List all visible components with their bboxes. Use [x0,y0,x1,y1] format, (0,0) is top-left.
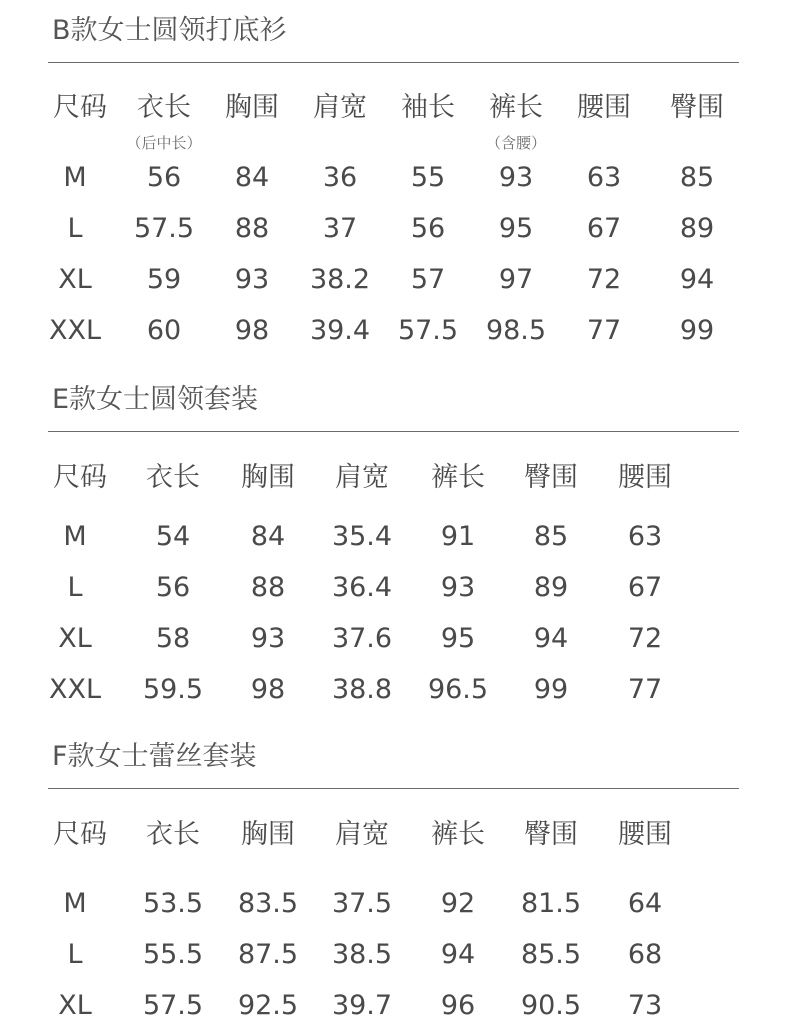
table-cell: 88 [234,213,270,244]
table-cell: 77 [586,315,622,346]
title-divider [48,431,739,432]
title-divider [48,788,739,789]
table-cell: 38.8 [331,674,393,705]
table-cell: 37.5 [331,888,393,919]
table-cell: 85 [533,521,569,552]
table-cell: 58 [155,623,191,654]
column-header: 臀围 [524,819,578,850]
table-cell: 94 [440,939,476,970]
table-cell: 99 [679,315,715,346]
table-cell: 72 [586,264,622,295]
table-cell: 93 [440,572,476,603]
size-label: M [63,888,87,919]
table-cell: 93 [234,264,270,295]
column-header: 臀围 [524,462,578,493]
table-cell: 97 [498,264,534,295]
table-cell: 60 [146,315,182,346]
table-cell: 92 [440,888,476,919]
table-cell: 72 [627,623,663,654]
column-header: 胸围 [225,92,279,123]
table-cell: 92.5 [237,990,299,1021]
table-cell: 36 [322,162,358,193]
table-cell: 68 [627,939,663,970]
column-header: 裤长 [431,819,485,850]
table-cell: 88 [250,572,286,603]
table-cell: 67 [586,213,622,244]
column-header: 尺码 [53,462,107,493]
column-header: 衣长 [146,819,200,850]
size-label: M [63,521,87,552]
table-cell: 55.5 [142,939,204,970]
table-cell: 39.7 [331,990,393,1021]
size-label: XXL [48,315,102,346]
table-cell: 91 [440,521,476,552]
table-cell: 57 [410,264,446,295]
table-cell: 35.4 [331,521,393,552]
size-label: XL [58,623,92,654]
table-cell: 63 [586,162,622,193]
table-cell: 93 [250,623,286,654]
table-cell: 98 [250,674,286,705]
table-cell: 53.5 [142,888,204,919]
table-cell: 57.5 [142,990,204,1021]
table-cell: 55 [410,162,446,193]
table-cell: 59.5 [142,674,204,705]
table-cell: 39.4 [309,315,371,346]
column-header: 袖长 [401,92,455,123]
table-cell: 89 [679,213,715,244]
table-cell: 94 [533,623,569,654]
table-title: E款女士圆领套装 [52,384,259,415]
table-cell: 85 [679,162,715,193]
size-label: L [67,939,83,970]
table-cell: 37.6 [331,623,393,654]
size-label: M [63,162,87,193]
table-cell: 54 [155,521,191,552]
column-header: 臀围 [670,92,724,123]
table-cell: 67 [627,572,663,603]
table-cell: 95 [498,213,534,244]
table-cell: 95 [440,623,476,654]
size-label: XXL [48,674,102,705]
table-cell: 38.2 [309,264,371,295]
column-header: 胸围 [241,819,295,850]
table-cell: 84 [234,162,270,193]
column-note: （含腰） [485,134,547,152]
title-divider [48,62,739,63]
table-cell: 85.5 [520,939,582,970]
table-cell: 77 [627,674,663,705]
table-cell: 73 [627,990,663,1021]
column-header: 衣长 [137,92,191,123]
table-cell: 94 [679,264,715,295]
table-cell: 87.5 [237,939,299,970]
table-cell: 98.5 [485,315,547,346]
column-header: 尺码 [53,92,107,123]
table-cell: 96.5 [427,674,489,705]
column-header: 肩宽 [335,462,389,493]
table-cell: 84 [250,521,286,552]
table-cell: 99 [533,674,569,705]
column-header: 衣长 [146,462,200,493]
table-cell: 37 [322,213,358,244]
table-cell: 56 [410,213,446,244]
size-label: XL [58,990,92,1021]
table-cell: 57.5 [397,315,459,346]
table-cell: 89 [533,572,569,603]
table-cell: 36.4 [331,572,393,603]
table-cell: 56 [146,162,182,193]
table-cell: 96 [440,990,476,1021]
column-header: 肩宽 [335,819,389,850]
table-cell: 63 [627,521,663,552]
column-header: 裤长 [431,462,485,493]
column-note: （后中长） [126,134,202,152]
table-title: B款女士圆领打底衫 [52,15,287,46]
column-header: 胸围 [241,462,295,493]
column-header: 肩宽 [313,92,367,123]
table-cell: 38.5 [331,939,393,970]
column-header: 腰围 [577,92,631,123]
table-cell: 56 [155,572,191,603]
column-header: 裤长 [489,92,543,123]
table-title: F款女士蕾丝套装 [52,741,257,772]
table-cell: 93 [498,162,534,193]
size-label: L [67,213,83,244]
size-label: XL [58,264,92,295]
column-header: 尺码 [53,819,107,850]
column-header: 腰围 [618,462,672,493]
table-cell: 98 [234,315,270,346]
table-cell: 81.5 [520,888,582,919]
table-cell: 64 [627,888,663,919]
table-cell: 59 [146,264,182,295]
table-cell: 90.5 [520,990,582,1021]
table-cell: 83.5 [237,888,299,919]
size-label: L [67,572,83,603]
column-header: 腰围 [618,819,672,850]
table-cell: 57.5 [133,213,195,244]
